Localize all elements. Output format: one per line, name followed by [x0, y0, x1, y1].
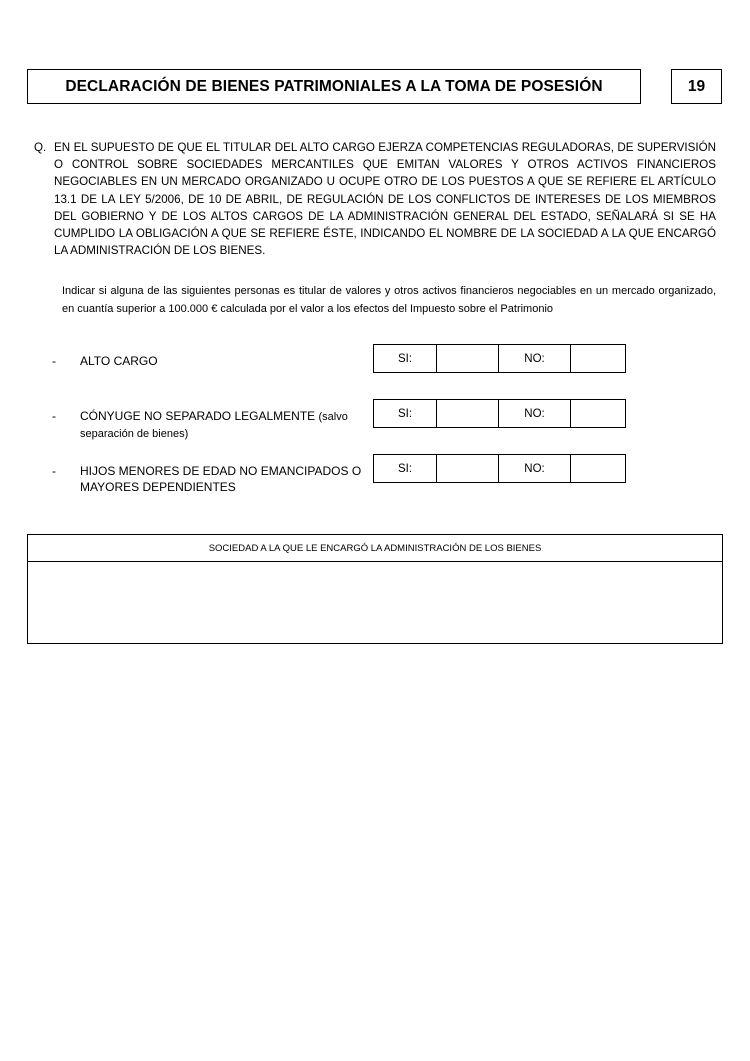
person-label	[80, 408, 365, 442]
row-dash: -	[52, 464, 56, 478]
no-label: NO:	[499, 400, 571, 427]
question-section	[34, 139, 716, 259]
si-label: SI:	[374, 455, 437, 482]
si-answer-field[interactable]	[437, 400, 499, 427]
row-dash: -	[52, 354, 56, 368]
society-section	[27, 534, 723, 644]
si-answer-field[interactable]	[437, 345, 499, 372]
answer-grid	[373, 399, 626, 428]
si-label: SI:	[374, 345, 437, 372]
person-label-text: CÓNYUGE NO SEPARADO LEGALMENTE	[80, 409, 316, 423]
person-row-alto-cargo	[52, 352, 627, 382]
person-row-conyuge	[52, 407, 627, 440]
person-label	[80, 463, 365, 495]
document-title-box	[27, 69, 641, 104]
society-header: SOCIEDAD A LA QUE LE ENCARGÓ LA ADMINISTRACIÓN DE LOS BIENES	[28, 535, 722, 562]
person-label-note: (salvo separación de bienes)	[80, 411, 348, 440]
no-label: NO:	[499, 455, 571, 482]
answer-grid	[373, 344, 626, 373]
si-label: SI:	[374, 400, 437, 427]
person-label	[80, 353, 365, 369]
society-name-field[interactable]	[28, 562, 722, 642]
document-title: DECLARACIÓN DE BIENES PATRIMONIALES A LA TOMA DE POSESIÓN	[65, 77, 603, 95]
si-answer-field[interactable]	[437, 455, 499, 482]
question-text: EN EL SUPUESTO DE QUE EL TITULAR DEL ALTO CARGO EJERZA COMPETENCIAS REGULADORAS, DE SUPERVISIÓN O CONTROL SOBRE SOCIEDADES MERCANTILES QUE EMITAN VALORES Y OTROS ACTIVOS FINANCIEROS NEGOCIABLES EN UN MERCADO ORGANIZADO U OCUPE OTRO DE LOS PUESTOS A QUE SE REFIERE EL ARTÍCULO 13.1 DE LA LEY 5/2006, DE 10 DE ABRIL, DE REGULACIÓN DE LOS CONFLICTOS DE INTERESES DE LOS MIEMBROS DEL GOBIERNO Y DE LOS ALTOS CARGOS DE LA ADMINISTRACIÓN GENERAL DEL ESTADO, SEÑALARÁ SI SE HA CUMPLIDO LA OBLIGACIÓN A QUE SE REFIERE ÉSTE, INDICANDO EL NOMBRE DE LA SOCIEDAD A LA QUE ENCARGÓ LA ADMINISTRACIÓN DE LOS BIENES.	[54, 141, 716, 258]
person-row-hijos	[52, 462, 627, 492]
answer-grid	[373, 454, 626, 483]
question-letter: Q.	[34, 141, 47, 154]
no-answer-field[interactable]	[571, 400, 625, 427]
no-label: NO:	[499, 345, 571, 372]
instruction-text: Indicar si alguna de las siguientes personas es titular de valores y otros activos financieros negociables en un mercado organizado, en cuantía superior a 100.000 € calculada por el valor a los efectos del Impuesto sobre el Patrimonio	[62, 285, 716, 315]
row-dash: -	[52, 409, 56, 423]
no-answer-field[interactable]	[571, 345, 625, 372]
page-number-box	[671, 69, 722, 104]
person-label-text: ALTO CARGO	[80, 354, 158, 368]
page-number: 19	[687, 77, 706, 95]
no-answer-field[interactable]	[571, 455, 625, 482]
person-label-text: HIJOS MENORES DE EDAD NO EMANCIPADOS O MAYORES DEPENDIENTES	[80, 464, 362, 494]
